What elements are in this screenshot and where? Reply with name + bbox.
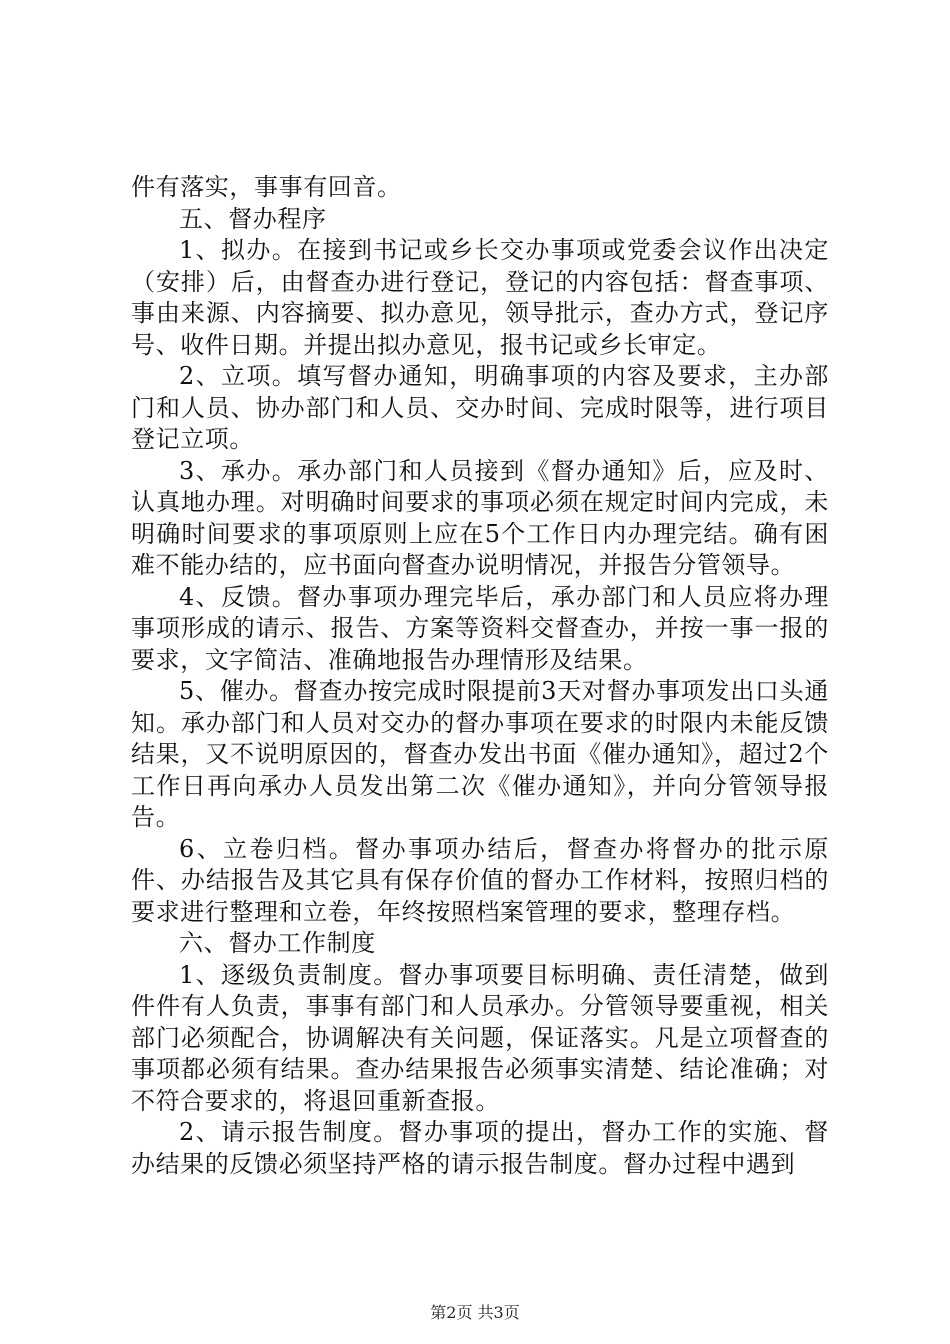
paragraph-4: 3、承办。承办部门和人员接到《督办通知》后，应及时、认真地办理。对明确时间要求的事项必须在规定时间内完成，未明确时间要求的事项原则上应在5个工作日内办理完结。确有困难不能办结的，应书面向督查办说明情况，并报告分管领导。 [131, 456, 829, 579]
paragraph-2: 1、拟办。在接到书记或乡长交办事项或党委会议作出决定（安排）后，由督查办进行登记，登记的内容包括：督查事项、事由来源、内容摘要、拟办意见，领导批示，查办方式，登记序号、收件日期。并提出拟办意见，报书记或乡长审定。 [131, 236, 829, 359]
paragraph-9: 1、逐级负责制度。督办事项要目标明确、责任清楚，做到件件有人负责，事事有部门和人员承办。分管领导要重视，相关部门必须配合，协调解决有关问题，保证落实。凡是立项督查的事项都必须有结果。查办结果报告必须事实清楚、结论准确；对不符合要求的，将退回重新查报。 [131, 960, 829, 1115]
document-body [131, 172, 829, 1180]
page-number: 第2页 共3页 [430, 1303, 520, 1322]
paragraph-3: 2、立项。填写督办通知，明确事项的内容及要求，主办部门和人员、协办部门和人员、交办时间、完成时限等，进行项目登记立项。 [131, 362, 829, 453]
paragraph-0: 件有落实，事事有回音。 [131, 173, 402, 201]
paragraph-5: 4、反馈。督办事项办理完毕后，承办部门和人员应将办理事项形成的请示、报告、方案等资料交督查办，并按一事一报的要求，文字简洁、准确地报告办理情形及结果。 [131, 582, 829, 674]
section-heading-6: 六、督办工作制度 [179, 929, 376, 957]
paragraph-6: 5、催办。督查办按完成时限提前3天对督办事项发出口头通知。承办部门和人员对交办的督办事项在要求的时限内未能反馈结果，又不说明原因的，督查办发出书面《催办通知》，超过2个工作日再向承办人员发出第二次《催办通知》，并向分管领导报告。 [131, 677, 829, 831]
paragraph-7: 6、立卷归档。督办事项办结后，督查办将督办的批示原件、办结报告及其它具有保存价值的督办工作材料，按照归档的要求进行整理和立卷，年终按照档案管理的要求，整理存档。 [131, 834, 829, 926]
paragraph-10: 2、请示报告制度。督办事项的提出，督办工作的实施、督办结果的反馈必须坚持严格的请示报告制度。督办过程中遇到 [131, 1118, 829, 1178]
section-heading-5: 五、督办程序 [179, 204, 327, 233]
